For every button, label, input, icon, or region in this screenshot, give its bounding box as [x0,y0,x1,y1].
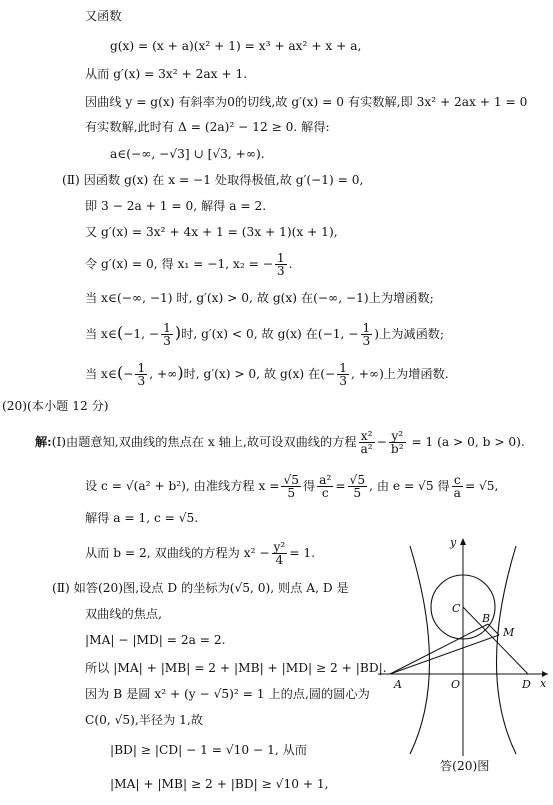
text-line: 又 g′(x) = 3x² + 4x + 1 = (3x + 1)(x + 1), [85,225,338,239]
text-line: 即 3 − 2a + 1 = 0, 解得 a = 2. [85,199,267,213]
text-line: 因为 B 是圆 x² + (y − √5)² = 1 上的点,圆的圆心为 [85,687,370,701]
fraction [275,252,287,277]
fraction [161,322,173,347]
text-line: |MA| − |MD| = 2a = 2. [85,633,226,647]
text-line: 从而 g′(x) = 3x² + 2ax + 1. [85,67,248,81]
label-y: y [450,536,457,549]
segment-bm [488,624,499,635]
fraction-den: 5 [353,486,362,500]
fraction [337,362,349,387]
paren: ( [116,323,124,342]
fraction-num: 1 [362,321,371,335]
text-seg: , +∞ [149,367,178,381]
problem-heading: (20)(本小题 12 分) [2,399,109,413]
text-seg: (Ⅰ)由题意知,双曲线的焦点在 x 轴上,故可设双曲线的方程 [51,435,357,449]
fraction-den: a² [360,442,373,456]
text-seg: = 1. [289,546,316,560]
equation-g: g(x) = (x + a)(x² + 1) = x³ + ax² + x + a, [110,39,362,53]
text-line: 当 x∈(−∞, −1) 时, g′(x) > 0, 故 g(x) 在(−∞, −1)上为增函数; [85,291,434,305]
text-line [85,362,449,387]
label-d: D [522,678,531,691]
text-seg: = [335,479,346,493]
text-seg: , +∞)上为增函数. [350,367,449,381]
fraction-den: c [321,486,329,500]
text-line: |MA| + |MB| ≥ 2 + |BD| ≥ √10 + 1, [110,777,329,791]
paren: ) [174,323,182,342]
fraction-den: b² [390,442,404,456]
text-line [85,252,293,277]
figure-caption: 答(20)图 [440,759,490,773]
fraction [359,430,375,455]
solution-set: a∈(−∞, −√3] ∪ [√3, +∞). [110,147,265,161]
fraction-num: a² [319,473,332,487]
text-line: (Ⅱ) 因函数 g(x) 在 x = −1 处取得极值,故 g′(−1) = 0, [62,173,364,187]
text-line: (Ⅱ) 如答(20)图,设点 D 的坐标为(√5, 0), 则点 A, D 是 [52,581,349,595]
text-line: C(0, √5),半径为 1,故 [85,713,203,727]
text-seg: )上为减函数; [374,327,445,341]
text-line [85,474,498,499]
label-b: B [482,612,491,625]
text-seg: 当 x∈ [85,367,117,381]
text-line: 解:(Ⅰ)由题意知,双曲线的焦点在 x 轴上,故可设双曲线的方程 $\frac{\text{x²}}{\text{a²}}$ − $\frac{\text{y²}}{\text{b²}}$ = 1 (a > 0, b > 0). [35,429,525,456]
fraction-num: √5 [349,473,366,487]
fraction-num: c [452,474,463,487]
text-seg: 从而 b = 2, 双曲线的方程为 x² − [85,546,270,560]
fraction [272,541,288,566]
hyperbola-right-branch [497,546,517,754]
text-seg: − [123,367,134,381]
text-line [85,322,444,347]
label-x: x [540,677,547,690]
segment-am [390,635,499,674]
text-line: 又函数 [85,9,122,23]
hyperbola-left-branch [410,546,430,754]
fraction [361,322,373,347]
fraction [452,474,463,499]
paren: ( [116,363,124,382]
text-line: |BD| ≥ |CD| − 1 = √10 − 1, 从而 [110,743,307,757]
label-o: O [451,678,461,691]
text-seg: 得 [302,479,316,493]
fraction-den: 3 [276,264,285,278]
text-line: 解得 a = 1, c = √5. [85,511,199,525]
fraction-num: 1 [163,321,171,335]
fraction [317,474,333,499]
fraction-num: x² [359,430,375,443]
text-seg: = √5, [464,479,499,493]
label-a: A [394,678,402,691]
fraction-num: √5 [283,473,299,487]
fraction [348,474,368,499]
text-seg: 令 g′(x) = 0, 得 x₁ = −1, x₂ = − [85,257,273,271]
text-line: 所以 |MA| + |MB| = 2 + |MB| + |MD| ≥ 2 + |BD|. [85,661,387,675]
fraction [389,430,406,455]
text-seg: , 由 e = √5 得 [369,479,450,493]
text-line [85,541,315,566]
segment-cd [463,607,528,674]
fraction-num: y² [273,540,286,554]
text-seg: 当 x∈ [85,327,117,341]
solution-label: 解: [35,435,52,449]
fraction [281,474,301,499]
fraction-den: 3 [137,374,146,388]
fraction-num: 1 [137,361,146,375]
text-seg: . [288,257,293,271]
fraction-num: 1 [276,251,285,265]
fraction-den: 3 [163,334,171,348]
text-seg: = 1 (a > 0, b > 0). [407,435,525,449]
text-seg: 时, g′(x) > 0, 故 g(x) 在(− [183,367,336,381]
fraction-den: a [453,486,461,500]
fraction [135,362,147,387]
label-c: C [452,602,461,615]
text-seg: 设 c = √(a² + b²), 由准线方程 x = [85,479,280,493]
fraction-den: 3 [339,374,347,388]
fraction-den: 3 [362,334,371,348]
fraction-num: 1 [339,361,347,375]
label-m: M [503,626,515,639]
text-line: 双曲线的焦点, [85,607,162,621]
hyperbola-figure [372,532,553,762]
fraction-den: 4 [275,553,284,567]
text-line: 因曲线 y = g(x) 有斜率为0的切线,故 g′(x) = 0 有实数解,即 3x² + 2ax + 1 = 0 [85,95,528,109]
fraction-num: y² [389,430,406,443]
y-axis-arrow [460,538,466,545]
segment-ab [390,624,488,674]
text-seg: 时, g′(x) < 0, 故 g(x) 在(−1, − [181,327,359,341]
text-seg: −1, − [123,327,160,341]
text-line: 有实数解,此时有 Δ = (2a)² − 12 ≥ 0. 解得: [85,120,330,134]
paren: ) [177,363,184,382]
fraction-den: 5 [287,486,296,500]
